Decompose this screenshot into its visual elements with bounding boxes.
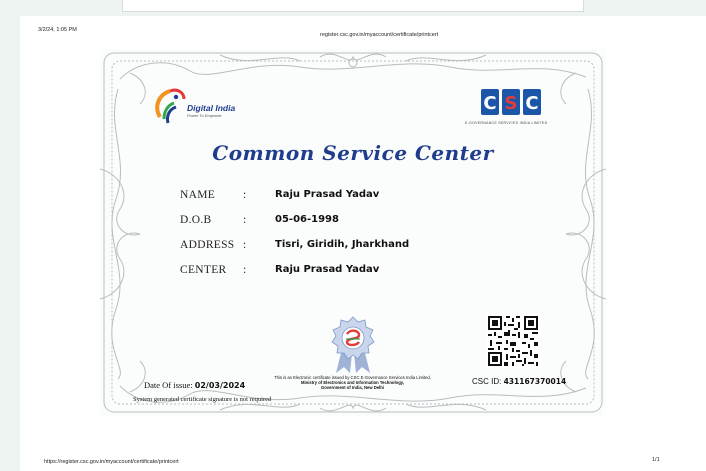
electronic-note-line: Government of India, New Delhi — [320, 385, 385, 391]
field-label: D.O.B — [180, 214, 212, 226]
csc-id-value: 431167370014 — [503, 377, 567, 386]
field-colon: : — [243, 214, 247, 226]
field-label: NAME — [180, 189, 216, 201]
field-label: ADDRESS — [180, 239, 235, 251]
field-label: CENTER — [180, 264, 227, 276]
field-colon: : — [243, 189, 247, 201]
field-colon: : — [243, 239, 247, 251]
digital-india-tagline: Power To Empower — [187, 113, 222, 118]
print-datetime: 3/2/24, 1:05 PM — [38, 27, 77, 33]
date-of-issue-value: 02/03/2024 — [194, 381, 246, 390]
browser-toolbar-strip — [122, 0, 584, 12]
field-value: Tisri, Giridih, Jharkhand — [275, 239, 410, 250]
digital-india-title: Digital India — [187, 103, 236, 113]
electronic-certificate-note — [250, 375, 455, 391]
electronic-note-line: Ministry of Electronics and Information Technology, — [301, 380, 404, 386]
date-of-issue-label: Date Of issue: — [144, 380, 193, 390]
certificate — [100, 49, 606, 416]
qr-code-icon — [486, 314, 540, 368]
svg-text:S: S — [504, 93, 518, 114]
system-generated-note: System generated certificate signature is not required — [133, 396, 272, 403]
field-value: 05-06-1998 — [275, 214, 339, 225]
csc-logo-subtitle: E-GOVERNANCE SERVICES INDIA LIMITED — [465, 121, 548, 125]
csc-id — [472, 377, 566, 386]
field-colon: : — [243, 264, 247, 276]
field-value: Raju Prasad Yadav — [275, 264, 380, 275]
date-of-issue — [144, 380, 245, 390]
print-page-number: 1/1 — [652, 457, 660, 463]
svg-text:C: C — [483, 93, 497, 114]
svg-text:C: C — [525, 93, 539, 114]
print-header-url: register.csc.gov.in/myaccount/certificate/printcert — [320, 32, 439, 38]
csc-logo — [480, 87, 542, 119]
certificate-title: Common Service Center — [212, 141, 494, 165]
csc-seal-badge-icon — [328, 315, 378, 375]
print-footer-url: https://register.csc.gov.in/myaccount/certificate/printcert — [44, 459, 179, 465]
field-value: Raju Prasad Yadav — [275, 189, 380, 200]
csc-id-label: CSC ID: — [472, 377, 502, 386]
electronic-note-line: This is an Electronic certificate issued by CSC E-Governance Services India Limited, — [274, 375, 431, 380]
